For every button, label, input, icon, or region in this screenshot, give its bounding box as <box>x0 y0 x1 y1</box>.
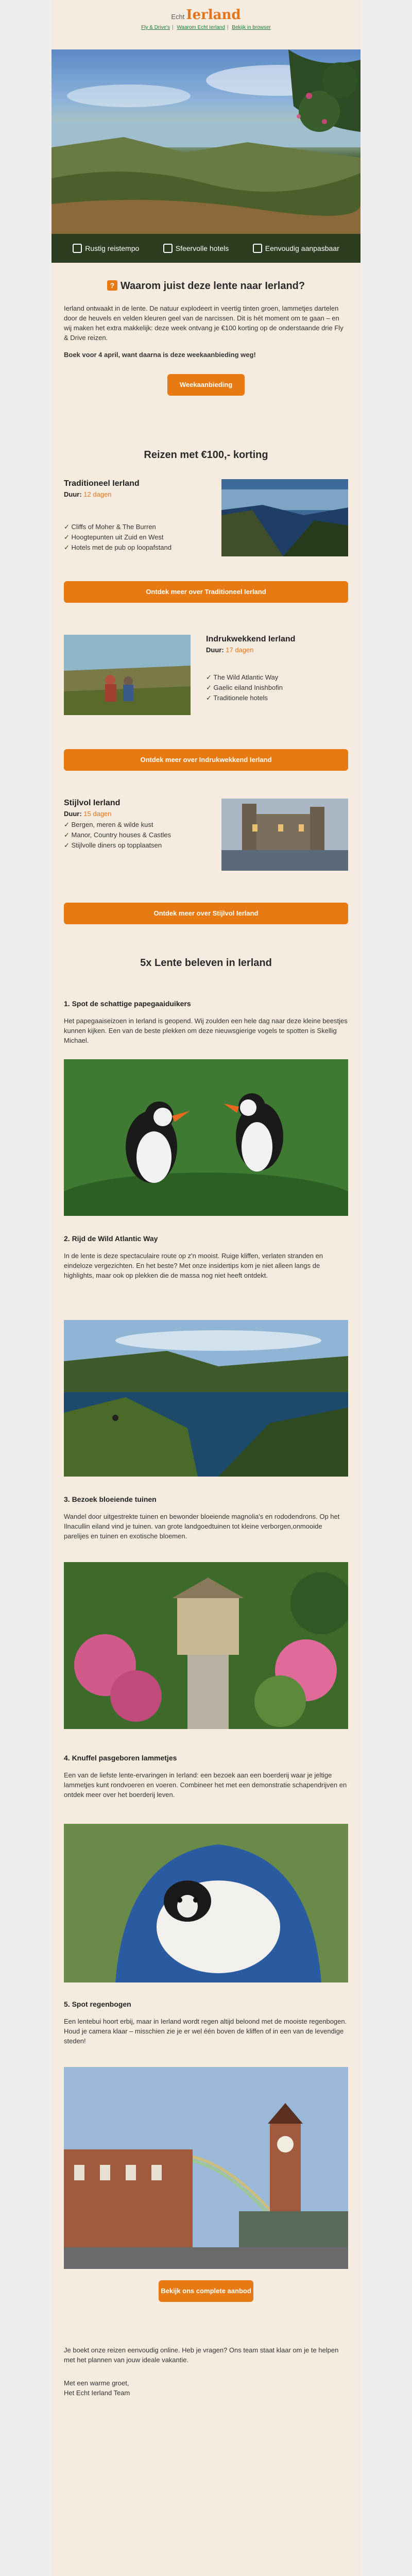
trip-title: Indrukwekkend Ierland <box>206 635 296 643</box>
spring-item-title: 1. Spot de schattige papegaaiduikers <box>64 999 191 1008</box>
hotel-icon <box>163 244 173 253</box>
benefits-bar <box>52 234 360 263</box>
email-header <box>52 0 360 49</box>
benefit-item: Eenvoudig aanpasbaar <box>253 244 339 253</box>
trip-title: Traditioneel Ierland <box>64 479 140 488</box>
closing-text: Je boekt onze reizen eenvoudig online. Heb je vragen? Ons team staat klaar om je te helpen met het plannen van jouw ideale vakantie. <box>64 2346 339 2364</box>
offers-title: Reizen met €100,- korting <box>144 449 268 461</box>
week-offer-button[interactable]: Weekaanbieding <box>167 374 245 396</box>
trip-button-stylish[interactable]: Ontdek meer over Stijlvol Ierland <box>64 903 348 924</box>
bed-icon <box>73 244 82 253</box>
benefit-item: Rustig reistempo <box>73 244 139 253</box>
trip-photo-cliffs[interactable] <box>221 479 348 556</box>
spring-item-text: Het papegaaiseizoen in Ierland is geopend. Wij zoulden een hele dag naar deze kleine beestjes kunnen kijken. Een van de beste plekken om deze nieuwsgierige vogels te spotten is Skellig Michael. <box>64 1017 348 1044</box>
offers-header <box>52 449 360 461</box>
top-nav: Fly & Drive's | Waarom Echt Ierland | Bekijk in browser <box>141 25 271 30</box>
spring-item-text: In de lente is deze spectaculaire route op z'n mooist. Ruige kliffen, verlaten stranden en eindeloze vergezichten. En het beste? Met onze insidertips kom je niet alleen langs de highlights, maar ook op plekken die de massa nog niet heeft ontdekt. <box>64 1252 323 1279</box>
trip-button-traditional[interactable]: Ontdek meer over Traditioneel Ierland <box>64 581 348 603</box>
spring-title: 5x Lente beleven in Ierland <box>140 957 272 969</box>
trip-features: ✓ Bergen, meren & wilde kust ✓ Manor, Country houses & Castles ✓ Stijlvolle diners op topplaatsen <box>64 820 348 851</box>
wild-atlantic-way-photo <box>64 1320 348 1477</box>
signoff-greeting: Met een warme groet, <box>64 2379 129 2387</box>
spring-item-title: 2. Rijd de Wild Atlantic Way <box>64 1234 158 1243</box>
spring-item <box>52 2000 360 2046</box>
spring-item <box>52 999 360 1045</box>
trip-card <box>194 635 360 703</box>
spring-item-title: 4. Knuffel pasgeboren lammetjes <box>64 1754 177 1762</box>
intro-paragraph: Ierland ontwaakt in de lente. De natuur explodeert in veertig tinten groen, lammetjes dartelen door de heuvels en velden kleuren geel van de narcissen. Dit is hét moment om te gaan – en wij maken het extra makkelijk: deze week ontvang je €100 korting op de onderstaande drie Fly & Drive reizen. <box>64 304 344 342</box>
gardens-photo <box>64 1562 348 1729</box>
spring-item <box>52 1495 360 1541</box>
email-body <box>52 0 360 2576</box>
rainbow-town-photo <box>64 2067 348 2269</box>
spring-item-title: 3. Bezoek bloeiende tuinen <box>64 1495 157 1503</box>
nav-link-browser[interactable]: Bekijk in browser <box>232 25 271 30</box>
trip-title: Stijlvol Ierland <box>64 799 121 807</box>
intro-title: ? Waarom juist deze lente naar Ierland? <box>64 280 348 292</box>
spring-item-title: 5. Spot regenbogen <box>64 2000 131 2008</box>
trip-duration: Duur: 15 dagen <box>64 810 112 818</box>
trip-duration: Duur: 12 dagen <box>64 490 112 498</box>
trip-features: ✓ The Wild Atlantic Way ✓ Gaelic eiland Inishbofin ✓ Traditionele hotels <box>206 672 348 703</box>
intro-deadline: Boek voor 4 april, want daarna is deze weekaanbieding weg! <box>64 351 256 359</box>
intro-section <box>52 280 360 396</box>
view-all-button[interactable]: Bekijk ons complete aanbod <box>159 2280 253 2302</box>
benefit-item: Sfeervolle hotels <box>163 244 229 253</box>
trip-button-impressive[interactable]: Ontdek meer over Indrukwekkend Ierland <box>64 749 348 771</box>
trip-photo-couple[interactable] <box>64 635 191 715</box>
trip-photo-castle[interactable] <box>221 799 348 871</box>
question-icon: ? <box>107 280 117 291</box>
nav-link-why[interactable]: Waarom Echt Ierland <box>177 25 225 30</box>
spring-item-text: Wandel door uitgestrekte tuinen en bewonder bloeiende magnolia's en rododendrons. Op het Ilnacullin eiland vind je tuinen. van grote landgoedtuinen tot kleine verborgen,onmooide parelijes en tuinen en exotische bloemen. <box>64 1513 340 1540</box>
lamb-photo <box>64 1824 348 1982</box>
spring-item-text: Een van de liefste lente-ervaringen in Ierland: een bezoek aan een boerderij waar je jeltige lammetjes kunt rondvoeren en voeren. Combineer het met een demonstratie schapendrijven en ontdek meer over het boerderij leven. <box>64 1771 347 1799</box>
trip-features: ✓ Cliffs of Moher & The Burren ✓ Hoogtepunten uit Zuid en West ✓ Hotels met de pub op loopafstand <box>64 522 348 553</box>
spring-header <box>52 957 360 969</box>
spring-item-text: Een lentebui hoort erbij, maar in Ierland wordt regen altijd beloond met de mooiste regenbogen. Houd je camera klaar – misschien zie je er wel één boven de kliffen of in een van de levendige steden! <box>64 2018 347 2045</box>
hero-image <box>52 49 360 234</box>
closing-section <box>52 2345 360 2398</box>
logo[interactable]: Echt Ierland <box>171 7 241 23</box>
spring-item <box>52 1234 360 1280</box>
coastal-landscape-image <box>52 49 360 234</box>
nav-link-flydrive[interactable]: Fly & Drive's <box>141 25 170 30</box>
trip-duration: Duur: 17 dagen <box>206 646 254 654</box>
signoff-team: Het Echt Ierland Team <box>64 2389 130 2397</box>
edit-icon <box>253 244 262 253</box>
spring-item <box>52 1754 360 1800</box>
puffins-photo <box>64 1059 348 1216</box>
